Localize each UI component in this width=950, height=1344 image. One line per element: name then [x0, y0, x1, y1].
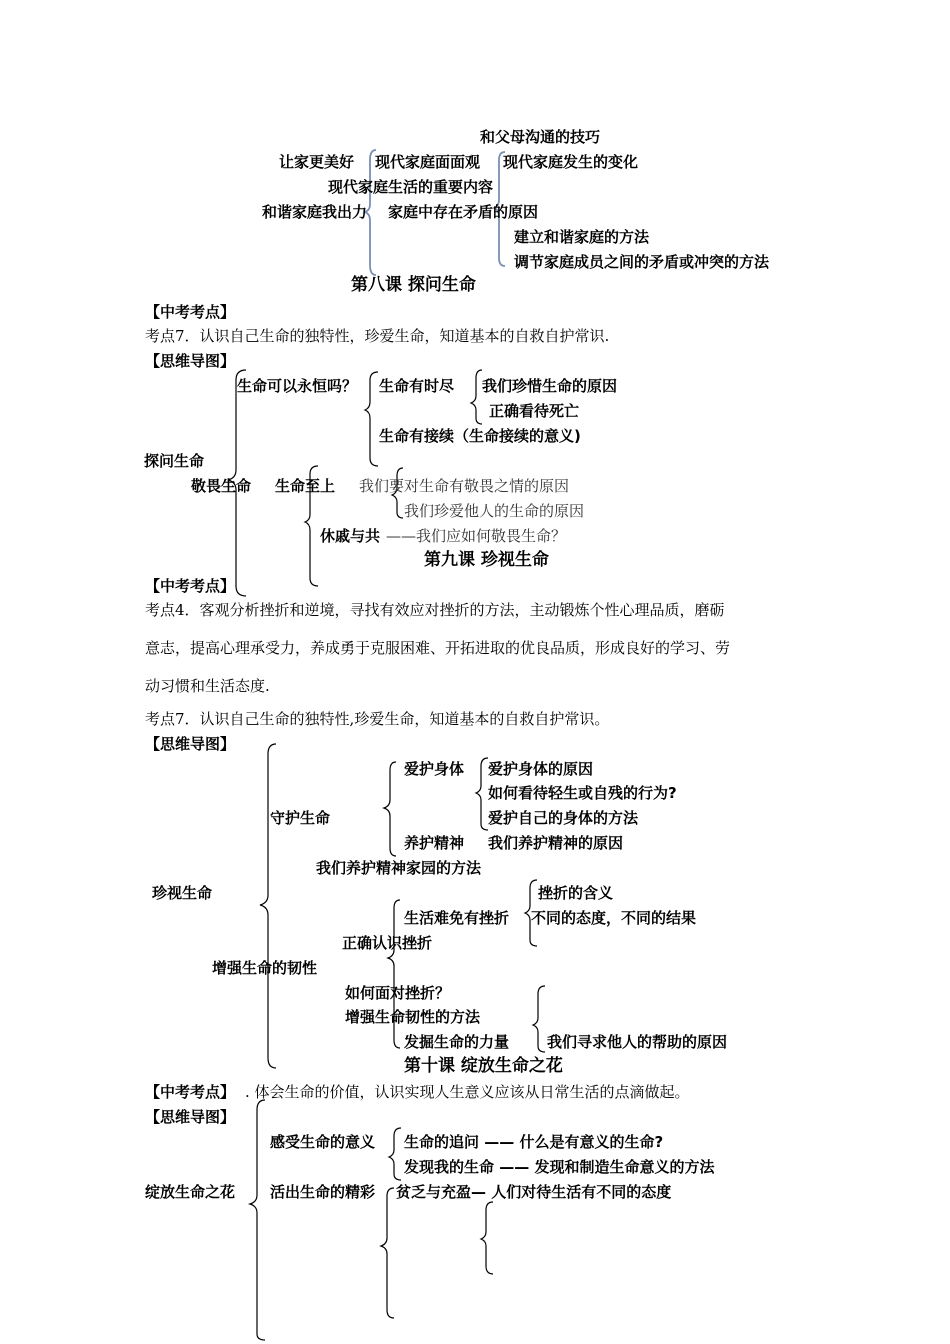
lesson9-node-resilience-method: 增强生命韧性的方法 — [345, 1008, 481, 1026]
map-root-better-home: 让家更美好 — [279, 153, 355, 171]
map-node-build-harmony: 建立和谐家庭的方法 — [514, 228, 650, 246]
lesson9-node-life-power: 发掘生命的力量 — [404, 1033, 510, 1051]
lesson9-exam-point-line1: 考点4．客观分析挫折和逆境，寻找有效应对挫折的方法，主动锻炼个性心理品质，磨砺 — [145, 601, 725, 619]
lesson10-title: 第十课 绽放生命之花 — [404, 1056, 563, 1076]
map-node-modern-family: 现代家庭面面观 — [375, 153, 481, 171]
lesson8-node-cherish-reason: 我们珍惜生命的原因 — [482, 377, 618, 395]
lesson10-exam-point: . 体会生命的价值，认识实现人生意义应该从日常生活的点滴做起。 — [245, 1083, 690, 1101]
lesson10-node-feel-meaning: 感受生命的意义 — [270, 1133, 376, 1151]
lesson8-node-view-death: 正确看待死亡 — [489, 402, 580, 420]
lesson9-node-setbacks-inevitable: 生活难免有挫折 — [404, 909, 510, 927]
lesson8-exam-header: 【中考考点】 — [145, 303, 236, 321]
lesson8-node-shared-fate: 休戚与共 — [320, 527, 381, 545]
lesson8-title: 第八课 探问生命 — [351, 275, 476, 295]
lesson9-mindmap-header: 【思维导图】 — [145, 735, 236, 753]
lesson9-node-spirit-method: 我们养护精神家园的方法 — [316, 859, 482, 877]
lesson8-node-eternal: 生命可以永恒吗？ — [237, 377, 358, 395]
map-node-family-changes: 现代家庭发生的变化 — [503, 153, 639, 171]
lesson9-root: 珍视生命 — [152, 884, 213, 902]
lesson8-node-life-ends: 生命有时尽 — [379, 377, 455, 395]
lesson9-title: 第九课 珍视生命 — [424, 550, 549, 570]
lesson8-node-cherish-others: 我们珍爱他人的生命的原因 — [404, 502, 585, 520]
lesson10-node-life-question: 生命的追问 —— 什么是有意义的生命? — [404, 1133, 664, 1151]
lesson9-node-setback-meaning: 挫折的含义 — [538, 884, 614, 902]
map-node-family-life-content: 现代家庭生活的重要内容 — [328, 178, 494, 196]
lesson8-root: 探问生命 — [144, 452, 205, 470]
lesson9-node-spirit-reason: 我们养护精神的原因 — [488, 834, 624, 852]
lesson8-node-reverence-reason: 我们要对生命有敬畏之情的原因 — [359, 477, 570, 495]
lesson10-exam-header: 【中考考点】 — [145, 1083, 236, 1101]
lesson8-node-life-supreme: 生命至上 — [275, 477, 336, 495]
lesson8-node-revere-life: 敬畏生命 — [191, 477, 252, 495]
lesson9-node-understand-setback: 正确认识挫折 — [342, 934, 433, 952]
map-node-harmonious-family: 和谐家庭我出力 — [262, 203, 368, 221]
lesson9-exam-point-b: 考点7．认识自己生命的独特性,珍爱生命，知道基本的自救自护常识。 — [145, 710, 610, 728]
lesson9-exam-point-line2: 意志，提高心理承受力，养成勇于克服困难、开拓进取的优良品质，形成良好的学习、劳 — [145, 639, 731, 657]
lesson10-node-poverty-abundance: 贫乏与充盈— 人们对待生活有不同的态度 — [396, 1183, 672, 1201]
map-node-conflict-causes: 家庭中存在矛盾的原因 — [388, 203, 539, 221]
map-node-parent-communication: 和父母沟通的技巧 — [480, 128, 601, 146]
lesson9-node-nurture-spirit: 养护精神 — [404, 834, 465, 852]
lesson10-mindmap-header: 【思维导图】 — [145, 1108, 236, 1126]
lesson9-node-care-body: 爱护身体 — [404, 760, 465, 778]
lesson8-exam-point: 考点7．认识自己生命的独特性，珍爱生命，知道基本的自救自护常识. — [145, 327, 610, 345]
lesson9-node-seek-help: 我们寻求他人的帮助的原因 — [547, 1033, 728, 1051]
lesson10-node-live-brilliantly: 活出生命的精彩 — [270, 1183, 376, 1201]
lesson9-node-body-reason: 爱护身体的原因 — [488, 760, 594, 778]
lesson9-node-body-method: 爱护自己的身体的方法 — [488, 809, 639, 827]
lesson9-node-face-setback: 如何面对挫折？ — [345, 984, 451, 1002]
lesson10-node-discover-life: 发现我的生命 —— 发现和制造生命意义的方法 — [404, 1158, 715, 1176]
map-node-resolve-conflict: 调节家庭成员之间的矛盾或冲突的方法 — [514, 253, 770, 271]
lesson8-node-life-continues: 生命有接续（生命接续的意义) — [379, 427, 581, 445]
lesson9-node-different-attitudes: 不同的态度，不同的结果 — [531, 909, 697, 927]
lesson10-root: 绽放生命之花 — [145, 1183, 236, 1201]
lesson8-node-how-revere: ——我们应如何敬畏生命？ — [386, 527, 567, 545]
lesson9-exam-header: 【中考考点】 — [145, 577, 236, 595]
lesson9-node-resilience: 增强生命的韧性 — [212, 959, 318, 977]
lesson9-node-guard-life: 守护生命 — [270, 809, 331, 827]
lesson9-node-self-harm: 如何看待轻生或自残的行为? — [488, 784, 677, 802]
lesson9-exam-point-line3: 动习惯和生活态度. — [145, 677, 270, 695]
lesson8-mindmap-header: 【思维导图】 — [145, 352, 236, 370]
